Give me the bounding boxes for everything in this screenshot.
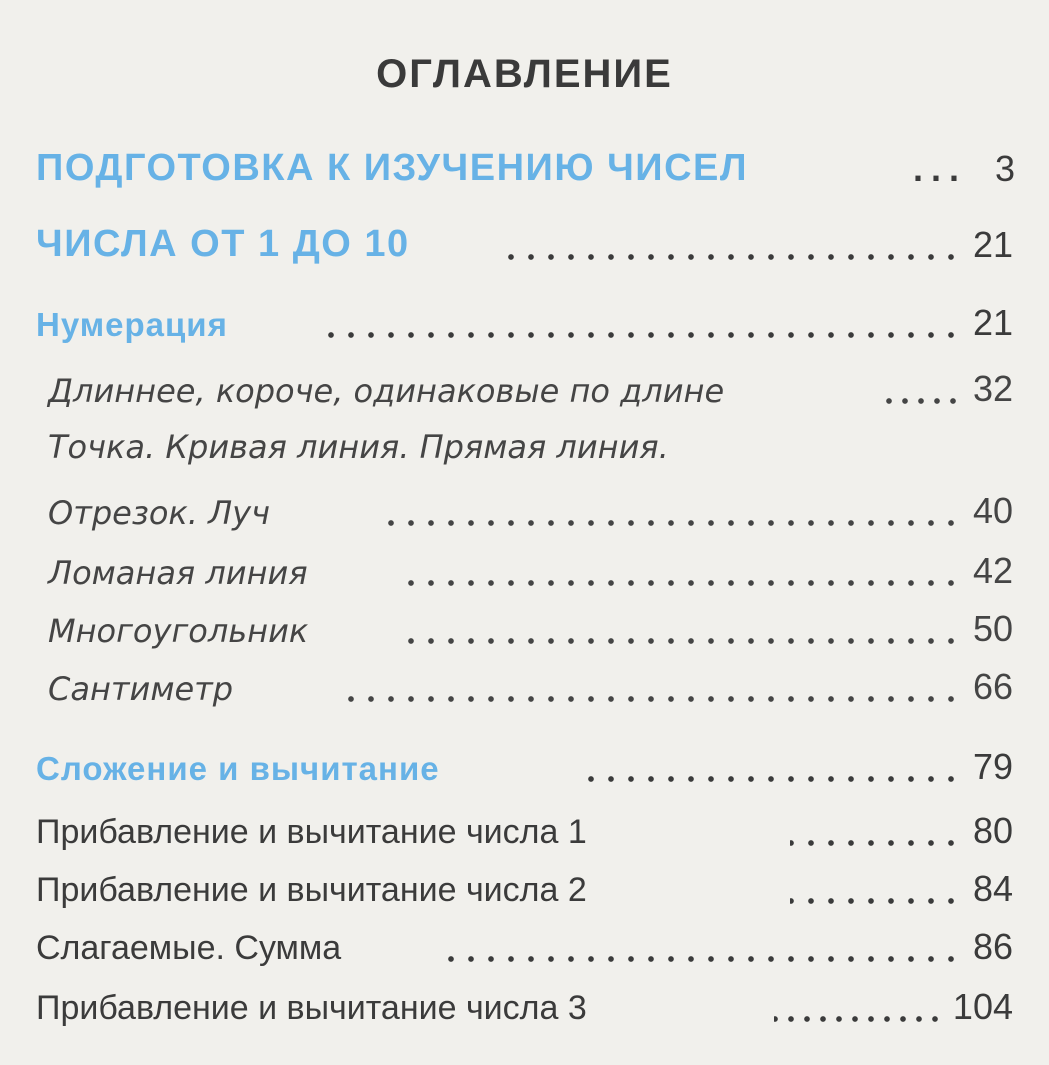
- toc-entry-page: 32: [972, 368, 1013, 409]
- toc-entry[interactable]: [0, 358, 1049, 418]
- toc-entry[interactable]: [0, 214, 1049, 274]
- toc-entry-page: 40: [972, 490, 1013, 531]
- toc-entry-label: ПОДГОТОВКА К ИЗУЧЕНИЮ ЧИСЕЛ: [36, 147, 749, 189]
- toc-entry-label: Отрезок. Луч: [48, 494, 270, 532]
- toc-entry[interactable]: [0, 540, 1049, 600]
- dot-leader: [336, 696, 961, 702]
- toc-entry[interactable]: [0, 598, 1049, 658]
- toc-entry-page: 86: [972, 926, 1013, 967]
- toc-leader-text: ...: [912, 148, 967, 189]
- toc-entry-label: Многоугольник: [48, 612, 309, 650]
- dot-leader: [316, 332, 961, 338]
- toc-entry[interactable]: [0, 976, 1049, 1036]
- toc-entry[interactable]: [0, 858, 1049, 918]
- toc-entry-page: 84: [972, 868, 1013, 909]
- toc-entry-page: [913, 148, 1015, 190]
- toc-entry-page: 50: [972, 608, 1013, 649]
- toc-entry[interactable]: [0, 656, 1049, 716]
- toc-entry-label: Длиннее, короче, одинаковые по длине: [48, 372, 725, 410]
- dot-leader: [774, 1016, 943, 1022]
- toc-entry-label: Нумерация: [36, 306, 228, 343]
- toc-entry[interactable]: [0, 916, 1049, 976]
- toc-entry[interactable]: [0, 292, 1049, 352]
- page-title: ОГЛАВЛЕНИЕ: [376, 52, 673, 96]
- dot-leader: [580, 776, 961, 782]
- toc-entry-label: Прибавление и вычитание числа 1: [36, 813, 587, 851]
- dot-leader: [496, 254, 961, 260]
- toc-entry-label: Точка. Кривая линия. Прямая линия.: [48, 428, 669, 466]
- dot-leader: [438, 956, 961, 962]
- toc-entry-label: ЧИСЛА ОТ 1 ДО 10: [36, 223, 410, 265]
- toc-entry-page-number: 3: [994, 148, 1015, 189]
- dot-leader: [384, 520, 961, 526]
- toc-entry[interactable]: [0, 138, 1049, 198]
- toc-entry-label: Ломаная линия: [48, 554, 308, 592]
- toc-entry[interactable]: [0, 480, 1049, 540]
- toc-entry-page: 66: [972, 666, 1013, 707]
- toc-entry-page: 79: [972, 746, 1013, 787]
- toc-entry-label: Сантиметр: [48, 670, 234, 708]
- toc-entry[interactable]: [0, 414, 1049, 474]
- dot-leader: [396, 638, 961, 644]
- toc-entry-label: Прибавление и вычитание числа 2: [36, 871, 587, 909]
- toc-entry-page: 80: [972, 810, 1013, 851]
- toc-entry-label: Прибавление и вычитание числа 3: [36, 989, 587, 1027]
- toc-entry-page: 21: [972, 302, 1013, 343]
- toc-entry-page: 21: [972, 224, 1013, 265]
- dot-leader: [396, 580, 961, 586]
- toc-entry-page: 104: [952, 986, 1013, 1027]
- dot-leader: [790, 898, 961, 904]
- toc-entry[interactable]: [0, 736, 1049, 796]
- toc-entry-label: Сложение и вычитание: [36, 750, 440, 787]
- toc-entry-label: Слагаемые. Сумма: [36, 929, 342, 967]
- dot-leader: [884, 398, 961, 404]
- toc-entry[interactable]: [0, 800, 1049, 860]
- dot-leader: [790, 840, 961, 846]
- toc-entry-page: 42: [972, 550, 1013, 591]
